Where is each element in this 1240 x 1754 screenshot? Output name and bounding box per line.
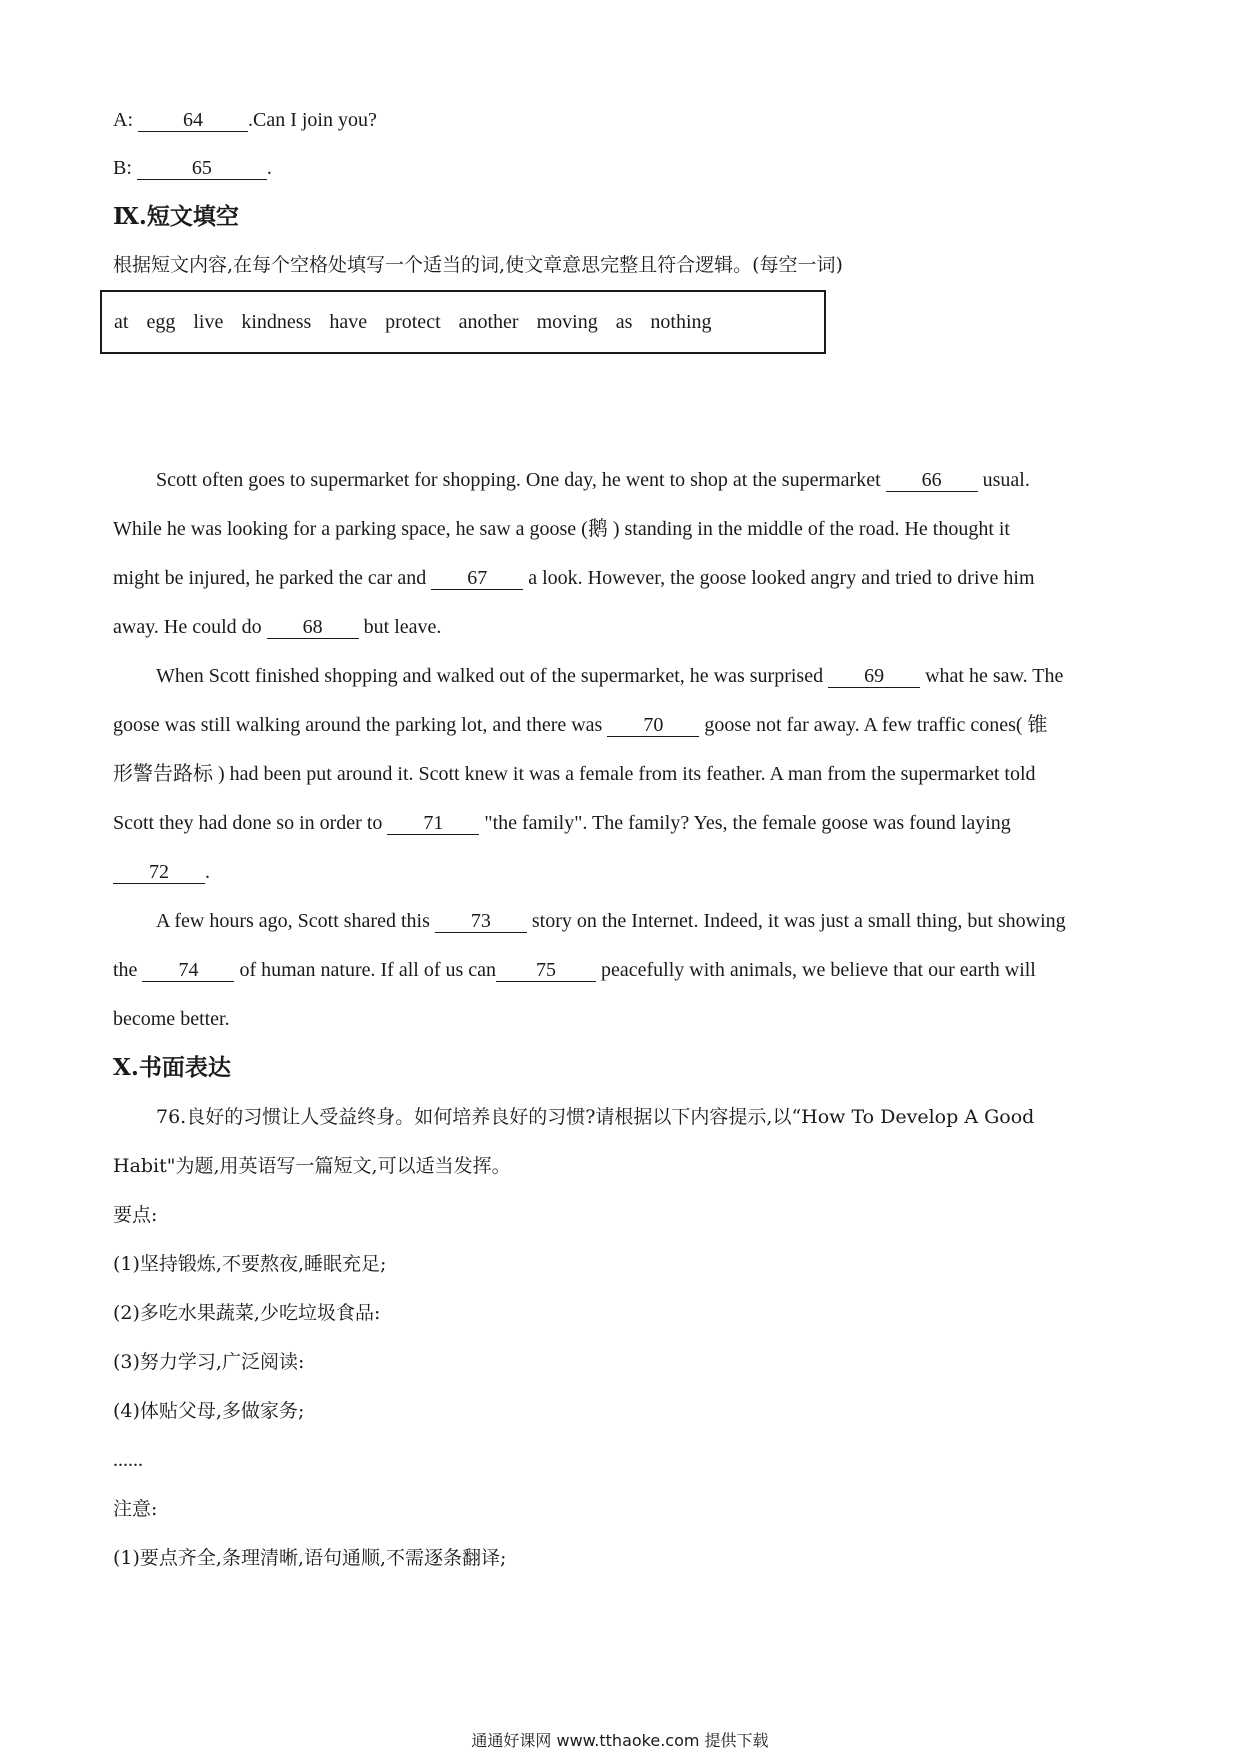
word-bank-item: moving [536,310,598,333]
passage-line: away. He could do 68 but leave. [113,616,442,638]
word-bank-item: kindness [241,310,312,333]
blank-73: 73 [435,910,527,933]
blank-70: 70 [607,714,699,737]
passage-line: the 74 of human nature. If all of us can 75 peacefully with animals, we believe that our earth will [113,959,1036,981]
blank-67: 67 [431,567,523,590]
point-item: (2)多吃水果蔬菜,少吃垃圾食品: [113,1302,381,1324]
word-bank-box [100,290,826,354]
word-bank-item: have [329,310,368,333]
section9-title: Ⅸ.短文填空 [113,203,239,230]
ellipsis: ...... [113,1449,143,1471]
page-footer: 通通好课网 www.tthaoke.com 提供下载 [471,1731,769,1750]
point-item: (4)体贴父母,多做家务; [113,1400,305,1422]
passage-line: 形警告路标 ) had been put around it. Scott knew it was a female from its feather. A man from the supermarket told [113,763,1036,785]
blank-68: 68 [267,616,359,639]
dialogue-line-a: A: 64 .Can I join you? [113,109,377,131]
blank-64: 64 [138,109,248,132]
writing-prompt-line: Habit"为题,用英语写一篇短文,可以适当发挥。 [113,1155,511,1177]
word-bank-item: at [114,310,129,333]
passage-line: become better. [113,1008,230,1030]
blank-71: 71 [387,812,479,835]
passage-line: 72 . [113,857,210,887]
notes-label: 注意: [113,1498,158,1520]
passage-line: goose was still walking around the parking lot, and there was 70 goose not far away. A few traffic cones( 锥 [113,714,1048,736]
passage-line: Scott they had done so in order to 71 "the family". The family? Yes, the female goose was found laying [113,812,1011,834]
writing-prompt-line: 76.良好的习惯让人受益终身。如何培养良好的习惯?请根据以下内容提示,以“How To Develop A Good [156,1106,1035,1128]
passage-line: While he was looking for a parking space, he saw a goose (鹅 ) standing in the middle of the road. He thought it [113,518,1010,540]
points-label: 要点: [113,1204,158,1226]
passage-line: When Scott finished shopping and walked out of the supermarket, he was surprised 69 what he saw. The [156,665,1064,687]
passage-line: might be injured, he parked the car and 67 a look. However, the goose looked angry and tried to drive him [113,567,1035,589]
blank-66: 66 [886,469,978,492]
word-bank-item: another [458,310,519,333]
dialogue-line-b: B: 65 . [113,157,272,179]
blank-72: 72 [113,861,205,884]
passage-line: Scott often goes to supermarket for shopping. One day, he went to shop at the supermarket 66 usual. [156,469,1030,491]
blank-75: 75 [496,959,596,982]
word-bank-item: protect [385,310,441,333]
blank-74: 74 [142,959,234,982]
section9-instruction: 根据短文内容,在每个空格处填写一个适当的词,使文章意思完整且符合逻辑。(每空一词) [113,254,843,276]
point-item: (3)努力学习,广泛阅读: [113,1351,305,1373]
note-item: (1)要点齐全,条理清晰,语句通顺,不需逐条翻译; [113,1547,507,1569]
section10-title: X.书面表达 [113,1054,231,1081]
point-item: (1)坚持锻炼,不要熬夜,睡眠充足; [113,1253,387,1275]
word-bank-item: live [193,310,224,333]
blank-69: 69 [828,665,920,688]
word-bank-item: egg [146,310,176,333]
word-bank-item: nothing [650,310,712,333]
word-bank-item: as [615,310,633,333]
passage-line: A few hours ago, Scott shared this 73 story on the Internet. Indeed, it was just a small thing, but showing [156,910,1066,932]
blank-65: 65 [137,157,267,180]
